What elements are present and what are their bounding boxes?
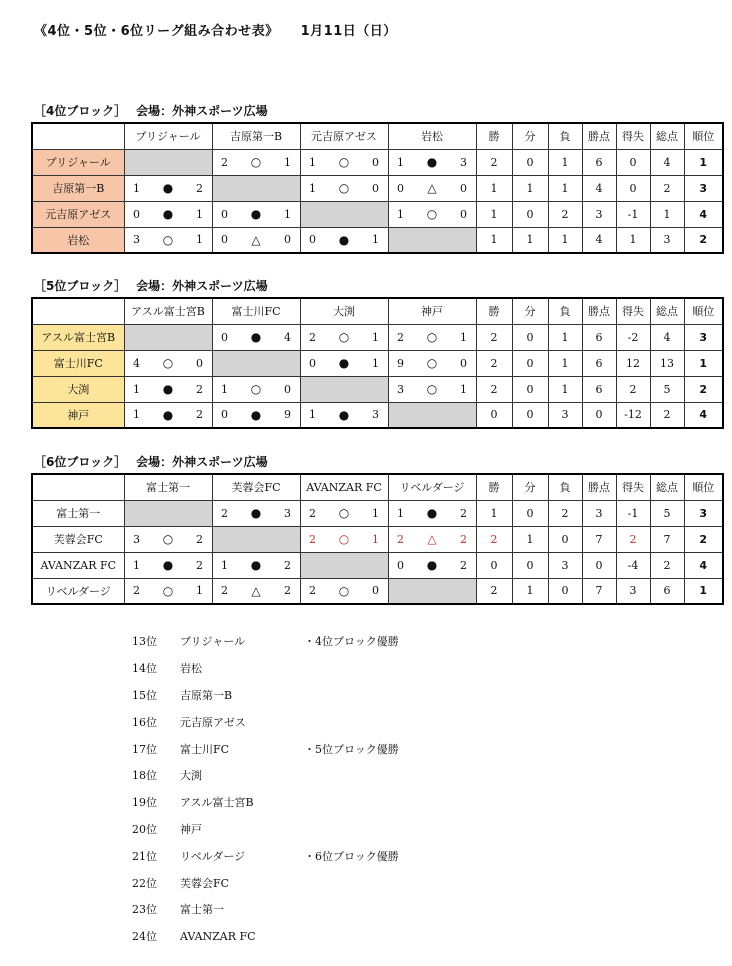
stat-loss: 0 bbox=[548, 578, 582, 604]
col-team: 元吉原アゼス bbox=[300, 123, 388, 149]
stat-win: 1 bbox=[476, 227, 512, 253]
col-team: リベルダージ bbox=[388, 474, 476, 500]
col-goal-diff: 得失 bbox=[616, 474, 650, 500]
block4-label: ［4位ブロック］ bbox=[34, 104, 127, 118]
list-item bbox=[132, 869, 399, 896]
stat-loss: 1 bbox=[548, 149, 582, 175]
stat-points: 6 bbox=[582, 376, 616, 402]
stat-rank: 2 bbox=[684, 376, 723, 402]
stat-rank: 1 bbox=[684, 350, 723, 376]
diagonal-cell bbox=[300, 376, 388, 402]
match-score: 0 ● 1 bbox=[300, 350, 388, 376]
row-team: アスル富士宮B bbox=[32, 324, 124, 350]
row-team: ブリジャール bbox=[32, 149, 124, 175]
list-item bbox=[132, 655, 399, 682]
header-row bbox=[32, 298, 723, 324]
final-ranking-list bbox=[132, 628, 399, 950]
stat-goals-for: 4 bbox=[650, 324, 684, 350]
col-points: 勝点 bbox=[582, 474, 616, 500]
stat-win: 1 bbox=[476, 500, 512, 526]
stat-loss: 0 bbox=[548, 526, 582, 552]
ranking-team: 岩松 bbox=[180, 662, 202, 676]
row-team: 富士川FC bbox=[32, 350, 124, 376]
ranking-team: ブリジャール bbox=[180, 635, 246, 649]
col-rank: 順位 bbox=[684, 298, 723, 324]
diagonal-cell bbox=[300, 201, 388, 227]
stat-goals-for: 3 bbox=[650, 227, 684, 253]
date-text: 1月11日（日） bbox=[300, 24, 397, 39]
stat-win: 2 bbox=[476, 376, 512, 402]
stat-rank: 3 bbox=[684, 175, 723, 201]
ranking-team: アスル富士宮B bbox=[180, 796, 254, 810]
diagonal-cell bbox=[124, 500, 212, 526]
match-score: 1 ● 3 bbox=[300, 402, 388, 428]
match-score: 1 ● 2 bbox=[212, 552, 300, 578]
list-item bbox=[132, 628, 399, 655]
ranking-position: 24位 bbox=[132, 930, 157, 944]
stat-points: 4 bbox=[582, 227, 616, 253]
block4-title bbox=[34, 102, 268, 119]
row-team: 富士第一 bbox=[32, 500, 124, 526]
ranking-position: 21位 bbox=[132, 849, 157, 863]
ranking-team: 神戸 bbox=[180, 822, 202, 836]
match-score: 2 ○ 1 bbox=[300, 526, 388, 552]
header-row bbox=[32, 474, 723, 500]
ranking-position: 19位 bbox=[132, 796, 157, 810]
row-team: 元吉原アゼス bbox=[32, 201, 124, 227]
col-win: 勝 bbox=[476, 298, 512, 324]
list-item bbox=[132, 923, 399, 950]
match-score: 1 ○ 0 bbox=[300, 149, 388, 175]
stat-win: 2 bbox=[476, 578, 512, 604]
col-rank: 順位 bbox=[684, 123, 723, 149]
corner-cell bbox=[32, 298, 124, 324]
stat-draw: 0 bbox=[512, 552, 548, 578]
stat-rank: 4 bbox=[684, 552, 723, 578]
row-team: 大渕 bbox=[32, 376, 124, 402]
match-score: 2 ○ 1 bbox=[124, 578, 212, 604]
stat-rank: 1 bbox=[684, 149, 723, 175]
col-team: 岩松 bbox=[388, 123, 476, 149]
match-score: 2 ● 3 bbox=[212, 500, 300, 526]
match-score: 0 ● 1 bbox=[212, 201, 300, 227]
col-team: 富士川FC bbox=[212, 298, 300, 324]
table-row bbox=[32, 175, 723, 201]
row-team: リベルダージ bbox=[32, 578, 124, 604]
ranking-note: ・6位ブロック優勝 bbox=[304, 849, 399, 863]
col-rank: 順位 bbox=[684, 474, 723, 500]
stat-goal-diff: -12 bbox=[616, 402, 650, 428]
match-score: 2 ○ 1 bbox=[212, 149, 300, 175]
col-team: 芙蓉会FC bbox=[212, 474, 300, 500]
col-team: ブリジャール bbox=[124, 123, 212, 149]
stat-loss: 1 bbox=[548, 324, 582, 350]
col-points: 勝点 bbox=[582, 298, 616, 324]
row-team: 芙蓉会FC bbox=[32, 526, 124, 552]
stat-points: 0 bbox=[582, 552, 616, 578]
match-score: 2 △ 2 bbox=[388, 526, 476, 552]
match-score: 0 ● 1 bbox=[124, 201, 212, 227]
stat-loss: 2 bbox=[548, 201, 582, 227]
match-score: 2 △ 2 bbox=[212, 578, 300, 604]
match-score: 1 ● 2 bbox=[124, 175, 212, 201]
stat-points: 6 bbox=[582, 149, 616, 175]
col-loss: 負 bbox=[548, 474, 582, 500]
stat-goal-diff: 2 bbox=[616, 526, 650, 552]
ranking-position: 18位 bbox=[132, 769, 157, 783]
row-team: AVANZAR FC bbox=[32, 552, 124, 578]
table-row bbox=[32, 578, 723, 604]
col-goal-diff: 得失 bbox=[616, 123, 650, 149]
stat-points: 3 bbox=[582, 201, 616, 227]
stat-goal-diff: -1 bbox=[616, 500, 650, 526]
diagonal-cell bbox=[388, 402, 476, 428]
ranking-position: 15位 bbox=[132, 688, 157, 702]
stat-goal-diff: -1 bbox=[616, 201, 650, 227]
stat-draw: 0 bbox=[512, 500, 548, 526]
stat-win: 0 bbox=[476, 402, 512, 428]
col-team: 神戸 bbox=[388, 298, 476, 324]
stat-goals-for: 1 bbox=[650, 201, 684, 227]
ranking-position: 14位 bbox=[132, 662, 157, 676]
header-row bbox=[32, 123, 723, 149]
block6-table bbox=[31, 473, 724, 605]
stat-win: 2 bbox=[476, 526, 512, 552]
stat-win: 2 bbox=[476, 350, 512, 376]
stat-goal-diff: -2 bbox=[616, 324, 650, 350]
list-item bbox=[132, 682, 399, 709]
col-win: 勝 bbox=[476, 123, 512, 149]
match-score: 3 ○ 1 bbox=[388, 376, 476, 402]
match-score: 0 ● 9 bbox=[212, 402, 300, 428]
diagonal-cell bbox=[300, 552, 388, 578]
row-team: 神戸 bbox=[32, 402, 124, 428]
table-row bbox=[32, 552, 723, 578]
diagonal-cell bbox=[388, 578, 476, 604]
stat-goals-for: 7 bbox=[650, 526, 684, 552]
ranking-position: 20位 bbox=[132, 822, 157, 836]
stat-goal-diff: -4 bbox=[616, 552, 650, 578]
stat-points: 6 bbox=[582, 350, 616, 376]
stat-loss: 3 bbox=[548, 402, 582, 428]
stat-win: 0 bbox=[476, 552, 512, 578]
ranking-position: 23位 bbox=[132, 903, 157, 917]
stat-goal-diff: 0 bbox=[616, 175, 650, 201]
match-score: 1 ○ 0 bbox=[388, 201, 476, 227]
match-score: 0 ● 4 bbox=[212, 324, 300, 350]
stat-goals-for: 4 bbox=[650, 149, 684, 175]
stat-goal-diff: 12 bbox=[616, 350, 650, 376]
ranking-position: 13位 bbox=[132, 635, 157, 649]
stat-win: 2 bbox=[476, 324, 512, 350]
match-score: 2 ○ 1 bbox=[300, 500, 388, 526]
match-score: 3 ○ 1 bbox=[124, 227, 212, 253]
match-score: 2 ○ 1 bbox=[300, 324, 388, 350]
ranking-position: 22位 bbox=[132, 876, 157, 890]
table-row bbox=[32, 149, 723, 175]
table-row bbox=[32, 376, 723, 402]
stat-goals-for: 2 bbox=[650, 175, 684, 201]
ranking-team: 富士第一 bbox=[180, 903, 224, 917]
ranking-position: 16位 bbox=[132, 715, 157, 729]
list-item bbox=[132, 816, 399, 843]
block5-venue: 会場：外神スポーツ広場 bbox=[136, 279, 268, 293]
table-row bbox=[32, 500, 723, 526]
stat-draw: 0 bbox=[512, 324, 548, 350]
block4-table bbox=[31, 122, 724, 254]
stat-loss: 2 bbox=[548, 500, 582, 526]
list-item bbox=[132, 842, 399, 869]
col-goals-for: 総点 bbox=[650, 123, 684, 149]
col-draw: 分 bbox=[512, 474, 548, 500]
stat-win: 2 bbox=[476, 149, 512, 175]
ranking-note: ・5位ブロック優勝 bbox=[304, 742, 399, 756]
stat-loss: 1 bbox=[548, 376, 582, 402]
row-team: 吉原第一B bbox=[32, 175, 124, 201]
col-team: アスル富士宮B bbox=[124, 298, 212, 324]
block5-table bbox=[31, 297, 724, 429]
stat-rank: 2 bbox=[684, 526, 723, 552]
stat-rank: 1 bbox=[684, 578, 723, 604]
col-team: 吉原第一B bbox=[212, 123, 300, 149]
list-item bbox=[132, 708, 399, 735]
stat-draw: 0 bbox=[512, 201, 548, 227]
match-score: 3 ○ 2 bbox=[124, 526, 212, 552]
match-score: 4 ○ 0 bbox=[124, 350, 212, 376]
table-row bbox=[32, 324, 723, 350]
ranking-team: リベルダージ bbox=[180, 849, 246, 863]
col-goal-diff: 得失 bbox=[616, 298, 650, 324]
block6-label: ［6位ブロック］ bbox=[34, 455, 127, 469]
corner-cell bbox=[32, 123, 124, 149]
diagonal-cell bbox=[212, 175, 300, 201]
col-loss: 負 bbox=[548, 298, 582, 324]
match-score: 1 ● 2 bbox=[124, 376, 212, 402]
stat-goal-diff: 0 bbox=[616, 149, 650, 175]
block5-title bbox=[34, 277, 268, 294]
match-score: 0 △ 0 bbox=[212, 227, 300, 253]
stat-points: 4 bbox=[582, 175, 616, 201]
match-score: 2 ○ 1 bbox=[388, 324, 476, 350]
col-team: 大渕 bbox=[300, 298, 388, 324]
ranking-team: 富士川FC bbox=[180, 742, 230, 756]
stat-rank: 2 bbox=[684, 227, 723, 253]
match-score: 1 ○ 0 bbox=[300, 175, 388, 201]
match-score: 1 ● 2 bbox=[124, 552, 212, 578]
stat-draw: 0 bbox=[512, 149, 548, 175]
col-team: 富士第一 bbox=[124, 474, 212, 500]
list-item bbox=[132, 789, 399, 816]
ranking-team: 元吉原アゼス bbox=[180, 715, 246, 729]
match-score: 0 ● 1 bbox=[300, 227, 388, 253]
stat-loss: 1 bbox=[548, 350, 582, 376]
stat-draw: 1 bbox=[512, 175, 548, 201]
col-points: 勝点 bbox=[582, 123, 616, 149]
match-score: 9 ○ 0 bbox=[388, 350, 476, 376]
col-loss: 負 bbox=[548, 123, 582, 149]
col-goals-for: 総点 bbox=[650, 298, 684, 324]
ranking-team: 吉原第一B bbox=[180, 688, 233, 702]
table-row bbox=[32, 350, 723, 376]
block6-venue: 会場：外神スポーツ広場 bbox=[136, 455, 268, 469]
diagonal-cell bbox=[124, 324, 212, 350]
col-draw: 分 bbox=[512, 123, 548, 149]
stat-draw: 0 bbox=[512, 402, 548, 428]
stat-points: 6 bbox=[582, 324, 616, 350]
stat-goals-for: 5 bbox=[650, 376, 684, 402]
list-item bbox=[132, 762, 399, 789]
match-score: 1 ● 2 bbox=[388, 500, 476, 526]
match-score: 2 ○ 0 bbox=[300, 578, 388, 604]
match-score: 1 ○ 0 bbox=[212, 376, 300, 402]
stat-win: 1 bbox=[476, 175, 512, 201]
stat-loss: 3 bbox=[548, 552, 582, 578]
stat-goals-for: 2 bbox=[650, 552, 684, 578]
table-row bbox=[32, 402, 723, 428]
match-score: 1 ● 3 bbox=[388, 149, 476, 175]
title-text: 《4位・5位・6位リーグ組み合わせ表》 bbox=[34, 24, 279, 39]
stat-points: 7 bbox=[582, 526, 616, 552]
stat-goals-for: 6 bbox=[650, 578, 684, 604]
stat-points: 7 bbox=[582, 578, 616, 604]
block4-venue: 会場：外神スポーツ広場 bbox=[136, 104, 268, 118]
ranking-team: AVANZAR FC bbox=[180, 929, 256, 943]
stat-points: 0 bbox=[582, 402, 616, 428]
match-score: 0 ● 2 bbox=[388, 552, 476, 578]
stat-draw: 1 bbox=[512, 578, 548, 604]
col-draw: 分 bbox=[512, 298, 548, 324]
stat-loss: 1 bbox=[548, 227, 582, 253]
stat-rank: 4 bbox=[684, 402, 723, 428]
stat-draw: 1 bbox=[512, 227, 548, 253]
stat-win: 1 bbox=[476, 201, 512, 227]
list-item bbox=[132, 896, 399, 923]
diagonal-cell bbox=[124, 149, 212, 175]
row-team: 岩松 bbox=[32, 227, 124, 253]
stat-goal-diff: 3 bbox=[616, 578, 650, 604]
col-goals-for: 総点 bbox=[650, 474, 684, 500]
stat-loss: 1 bbox=[548, 175, 582, 201]
ranking-position: 17位 bbox=[132, 742, 157, 756]
diagonal-cell bbox=[212, 526, 300, 552]
stat-goal-diff: 2 bbox=[616, 376, 650, 402]
ranking-team: 芙蓉会FC bbox=[180, 876, 230, 890]
stat-goal-diff: 1 bbox=[616, 227, 650, 253]
list-item bbox=[132, 735, 399, 762]
table-row bbox=[32, 227, 723, 253]
stat-draw: 1 bbox=[512, 526, 548, 552]
stat-points: 3 bbox=[582, 500, 616, 526]
diagonal-cell bbox=[212, 350, 300, 376]
block6-title bbox=[34, 453, 268, 470]
stat-goals-for: 5 bbox=[650, 500, 684, 526]
corner-cell bbox=[32, 474, 124, 500]
stat-rank: 3 bbox=[684, 324, 723, 350]
ranking-note: ・4位ブロック優勝 bbox=[304, 635, 399, 649]
stat-rank: 3 bbox=[684, 500, 723, 526]
match-score: 1 ● 2 bbox=[124, 402, 212, 428]
stat-rank: 4 bbox=[684, 201, 723, 227]
table-row bbox=[32, 201, 723, 227]
stat-goals-for: 13 bbox=[650, 350, 684, 376]
page-title bbox=[34, 20, 397, 39]
col-win: 勝 bbox=[476, 474, 512, 500]
col-team: AVANZAR FC bbox=[300, 474, 388, 500]
stat-draw: 0 bbox=[512, 376, 548, 402]
diagonal-cell bbox=[388, 227, 476, 253]
stat-draw: 0 bbox=[512, 350, 548, 376]
match-score: 0 △ 0 bbox=[388, 175, 476, 201]
table-row bbox=[32, 526, 723, 552]
stat-goals-for: 2 bbox=[650, 402, 684, 428]
ranking-team: 大渕 bbox=[180, 769, 202, 783]
block5-label: ［5位ブロック］ bbox=[34, 279, 127, 293]
